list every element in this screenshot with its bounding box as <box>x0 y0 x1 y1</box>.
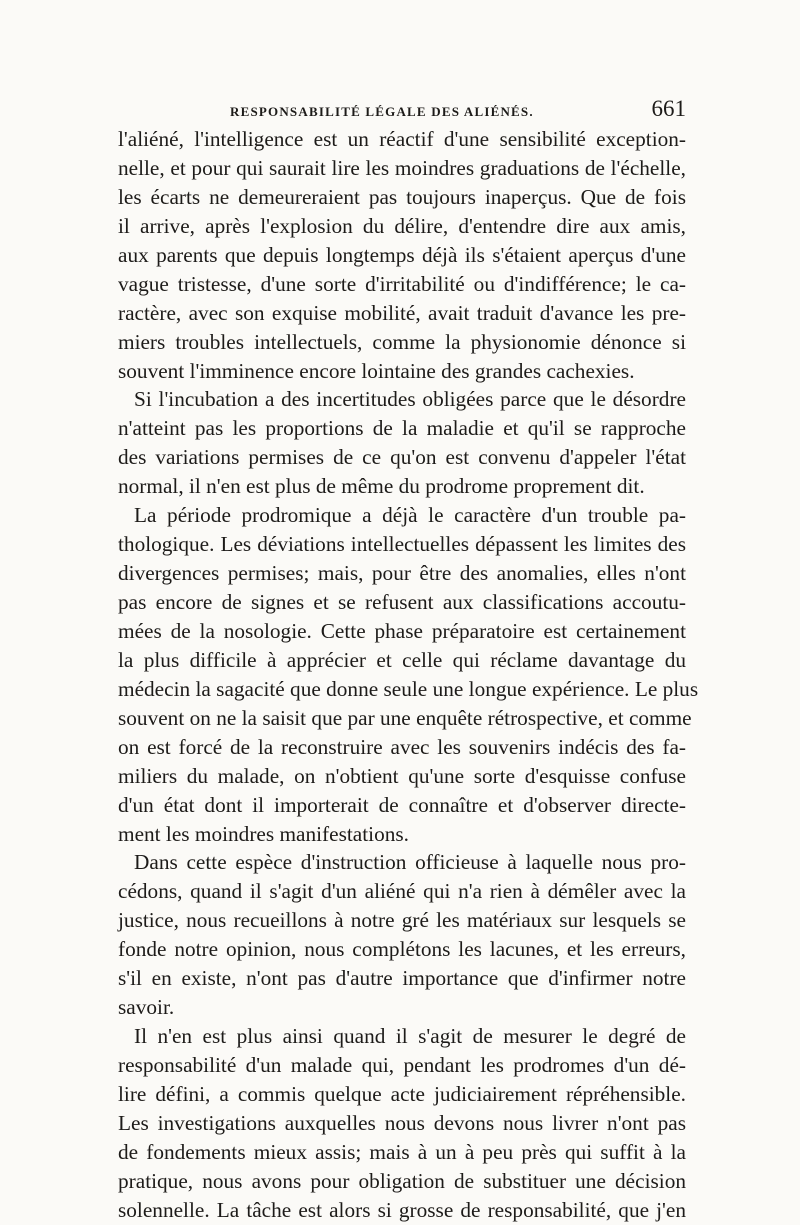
text-line: Les investigations auxquelles nous devons nous livrer n'ont pas <box>118 1110 686 1135</box>
text-line: ment les moindres manifestations. <box>118 821 410 846</box>
page-number: 661 <box>651 96 686 121</box>
running-title: RESPONSABILITÉ LÉGALE DES ALIÉNÉS. <box>230 104 534 119</box>
text-line: la plus difficile à apprécier et celle qui réclame davantage du <box>118 647 686 672</box>
text-line: justice, nous recueillons à notre gré les matériaux sur lesquels se <box>118 908 686 933</box>
body-text <box>118 125 699 1225</box>
text-line: divergences permises; mais, pour être des anomalies, elles n'ont <box>118 561 686 586</box>
text-line: Il n'en est plus ainsi quand il s'agit de mesurer le degré de <box>134 1024 686 1049</box>
text-line: ractère, avec son exquise mobilité, avait traduit d'avance les pre- <box>118 300 686 325</box>
text-line: aux parents que depuis longtemps déjà ils s'étaient aperçus d'une <box>118 242 686 267</box>
text-line: savoir. <box>118 995 175 1020</box>
text-line: des variations permises de ce qu'on est convenu d'appeler l'état <box>118 445 686 470</box>
text-line: miliers du malade, on n'obtient qu'une sorte d'esquisse confuse <box>118 763 686 788</box>
text-line: il arrive, après l'explosion du délire, d'entendre dire aux amis, <box>118 213 686 238</box>
text-line: miers troubles intellectuels, comme la physionomie dénonce si <box>118 329 686 354</box>
text-line: on est forcé de la reconstruire avec les souvenirs indécis des fa- <box>118 734 686 759</box>
text-line: nelle, et pour qui saurait lire les moindres graduations de l'échelle, <box>118 155 686 180</box>
text-line: fonde notre opinion, nous complétons les lacunes, et les erreurs, <box>118 937 686 962</box>
text-line: pas encore de signes et se refusent aux classifications accoutu- <box>118 590 686 614</box>
text-line: mées de la nosologie. Cette phase préparatoire est certainement <box>118 618 686 643</box>
text-line: n'atteint pas les proportions de la maladie et qu'il se rapproche <box>118 416 686 441</box>
text-line: souvent on ne la saisit que par une enquête rétrospective, et comme <box>118 705 692 730</box>
text-line: pratique, nous avons pour obligation de substituer une décision <box>118 1168 686 1193</box>
text-line: lire défini, a commis quelque acte judiciairement répréhensible. <box>118 1081 686 1106</box>
running-head <box>118 96 686 126</box>
text-line: Si l'incubation a des incertitudes obligées parce que le désordre <box>134 387 686 412</box>
text-line: cédons, quand il s'agit d'un aliéné qui n'a rien à démêler avec la <box>118 879 686 904</box>
text-line: vague tristesse, d'une sorte d'irritabilité ou d'indifférence; le ca- <box>118 271 686 296</box>
text-line: Dans cette espèce d'instruction officieuse à laquelle nous pro- <box>134 850 686 875</box>
text-line: La période prodromique a déjà le caractère d'un trouble pa- <box>134 503 686 528</box>
text-line: thologique. Les déviations intellectuelles dépassent les limites des <box>118 532 686 557</box>
text-line: les écarts ne demeureraient pas toujours inaperçus. Que de fois <box>118 184 686 209</box>
text-line: solennelle. La tâche est alors si grosse de responsabilité, que j'en <box>118 1197 686 1222</box>
text-line: normal, il n'en est plus de même du prodrome proprement dit. <box>118 474 645 499</box>
text-line: souvent l'imminence encore lointaine des grandes cachexies. <box>118 358 635 383</box>
text-line: responsabilité d'un malade qui, pendant les prodromes d'un dé- <box>118 1053 686 1077</box>
text-line: d'un état dont il importerait de connaître et d'observer directe- <box>118 792 686 817</box>
text-line: l'aliéné, l'intelligence est un réactif d'une sensibilité exception- <box>118 127 686 151</box>
text-line: médecin la sagacité que donne seule une longue expérience. Le plus <box>118 676 699 701</box>
text-line: s'il en existe, n'ont pas d'autre importance que d'infirmer notre <box>118 966 686 991</box>
text-line: de fondements mieux assis; mais à un à peu près qui suffit à la <box>118 1139 686 1164</box>
